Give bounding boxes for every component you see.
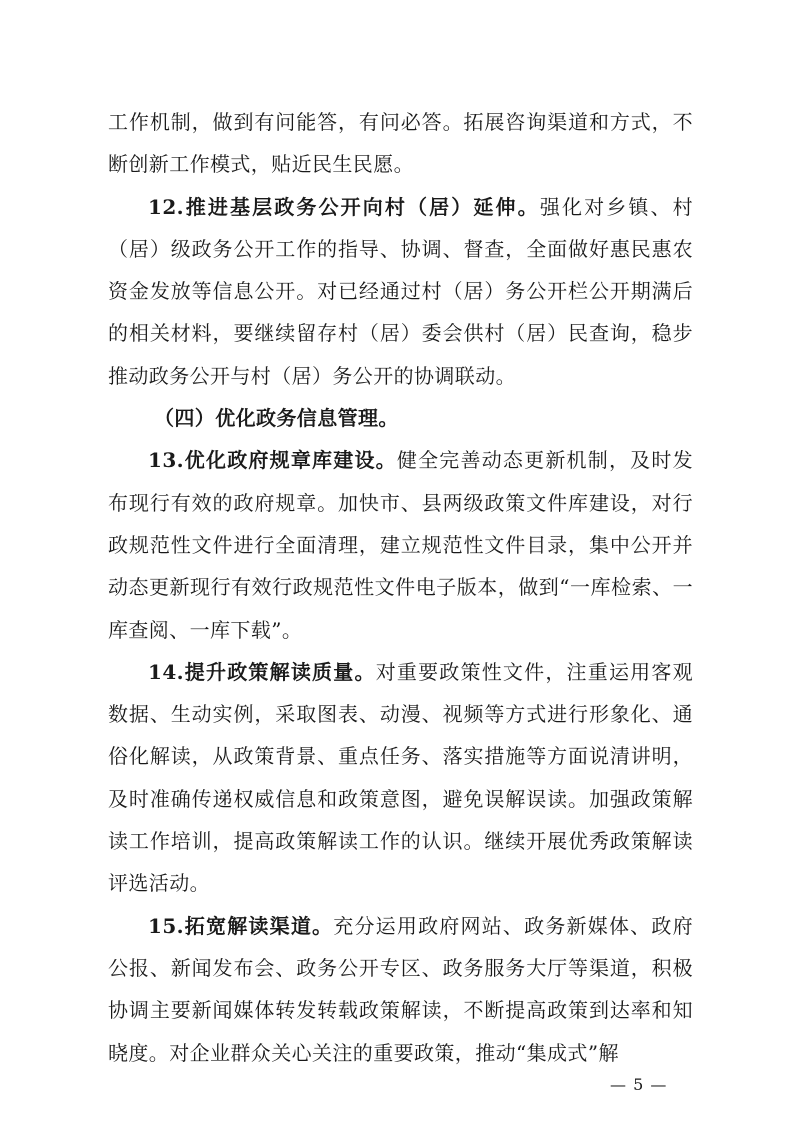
item-heading: 13.优化政府规章库建设。: [148, 448, 397, 473]
paragraph-text: 充分运用政府网站、政务新媒体、政府公报、新闻发布会、政务公开专区、政务服务大厅等渠道，积极协调主要新闻媒体转发转载政策解读，不断提高政策到达率和知晓度。对企业群众关心关注的重要政策，推动“集成式”解: [108, 913, 693, 1065]
item-heading: 15.拓宽解读渠道。: [148, 913, 334, 938]
paragraph-item-13: [108, 439, 693, 650]
item-heading: 14.提升政策解读质量。: [148, 659, 376, 684]
section-heading-4: [108, 397, 693, 439]
paragraph-item-14: [108, 651, 693, 905]
paragraph-text: 健全完善动态更新机制，及时发布现行有效的政府规章。加快市、县两级政策文件库建设，对行政规范性文件进行全面清理，建立规范性文件目录，集中公开并动态更新现行有效行政规范性文件电子版本，做到“一库检索、一库查阅、一库下载”。: [108, 448, 693, 642]
paragraph-item-15: [108, 905, 693, 1074]
paragraph-item-12: [108, 186, 693, 397]
section-heading-text: （四）优化政务信息管理。: [154, 406, 399, 431]
page-number: — 5 —: [610, 1075, 668, 1094]
paragraph-text: 强化对乡镇、村（居）级政务公开工作的指导、协调、督查，全面做好惠民惠农资金发放等信息公开。对已经通过村（居）务公开栏公开期满后的相关材料，要继续留存村（居）委会供村（居）民查询，稳步推动政务公开与村（居）务公开的协调联动。: [108, 194, 693, 388]
paragraph-text: 工作机制，做到有问能答，有问必答。拓展咨询渠道和方式，不断创新工作模式，贴近民生民愿。: [108, 110, 693, 177]
document-body: [108, 101, 693, 1074]
paragraph-text: 对重要政策性文件，注重运用客观数据、生动实例，采取图表、动漫、视频等方式进行形象化、通俗化解读，从政策背景、重点任务、落实措施等方面说清讲明，及时准确传递权威信息和政策意图，避免误解误读。加强政策解读工作培训，提高政策解读工作的认识。继续开展优秀政策解读评选活动。: [108, 659, 693, 896]
item-heading: 12.推进基层政务公开向村（居）延伸。: [148, 194, 540, 219]
paragraph-continuation: [108, 101, 693, 186]
